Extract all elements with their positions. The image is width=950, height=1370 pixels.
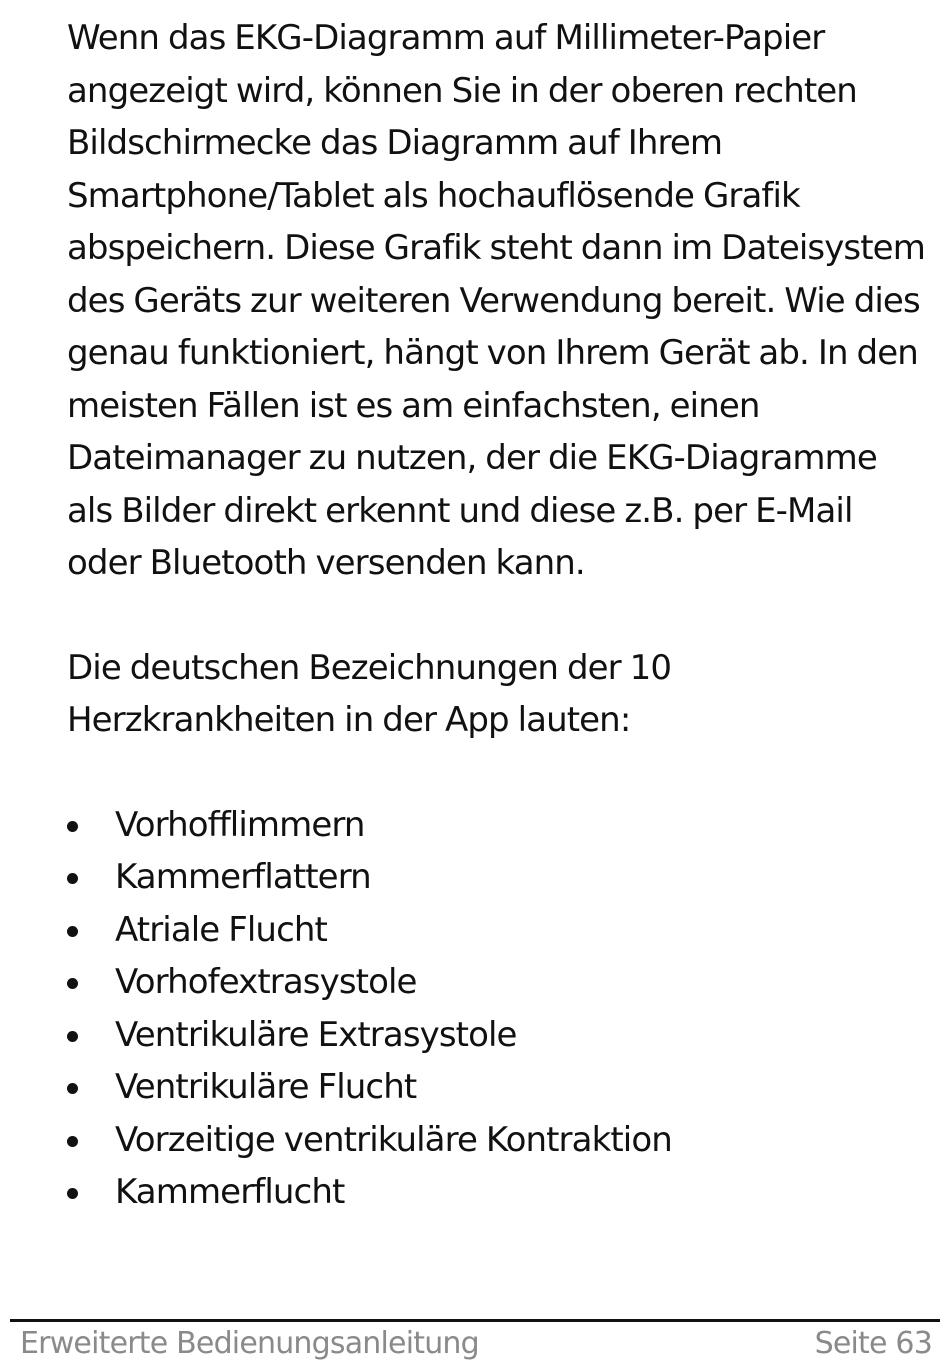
bullet-icon bbox=[67, 1031, 78, 1042]
footer-document-title: Erweiterte Bedienungsanleitung bbox=[20, 1326, 479, 1361]
list-item bbox=[67, 904, 927, 957]
list-item-label: Vorzeitige ventrikuläre Kontraktion bbox=[115, 1119, 672, 1160]
list-item-label: Vorhofextrasystole bbox=[115, 962, 417, 1002]
page-footer bbox=[20, 1322, 932, 1366]
list-item bbox=[67, 851, 927, 904]
bullet-icon bbox=[67, 978, 78, 989]
list-item bbox=[67, 1061, 927, 1114]
bullet-icon bbox=[67, 1083, 78, 1094]
manual-page-body bbox=[67, 12, 927, 1219]
list-item-label: Vorhofflimmern bbox=[115, 804, 365, 845]
ekg-export-paragraph: Wenn das EKG-Diagramm auf Millimeter-Papier angezeigt wird, können Sie in der oberen rechten Bildschirmecke das Diagramm auf Ihrem Smartphone/Tablet als hochauflösende Grafik abspeichern. Diese Grafik steht dann im Dateisystem des Geräts zur weiteren Verwendung bereit. Wie dies genau funktioniert, hängt von Ihrem Gerät ab. In den meisten Fällen ist es am einfachsten, einen Dateimanager zu nutzen, der die EKG-Diagramme als Bilder direkt erkennt und diese z.B. per E-Mail oder Bluetooth versenden kann. bbox=[67, 18, 925, 583]
list-item-label: Ventrikuläre Extrasystole bbox=[115, 1014, 517, 1055]
list-item bbox=[67, 1166, 927, 1219]
list-item-label: Kammerflucht bbox=[115, 1172, 345, 1212]
bullet-icon bbox=[67, 926, 78, 937]
list-item-label: Kammerflattern bbox=[115, 857, 371, 897]
list-item-label: Atriale Flucht bbox=[115, 909, 327, 950]
bullet-icon bbox=[67, 873, 78, 884]
footer-page-number: Seite 63 bbox=[814, 1326, 932, 1361]
list-item-label: Ventrikuläre Flucht bbox=[115, 1067, 417, 1107]
bullet-icon bbox=[67, 1188, 78, 1199]
heart-disease-list-intro: Die deutschen Bezeichnungen der 10 Herzkrankheiten in der App lauten: bbox=[67, 647, 672, 740]
heart-disease-list bbox=[67, 799, 927, 1219]
list-item bbox=[67, 1114, 927, 1167]
list-item bbox=[67, 1009, 927, 1062]
list-item bbox=[67, 799, 927, 852]
bullet-icon bbox=[67, 821, 78, 832]
bullet-icon bbox=[67, 1136, 78, 1147]
list-item bbox=[67, 956, 927, 1009]
